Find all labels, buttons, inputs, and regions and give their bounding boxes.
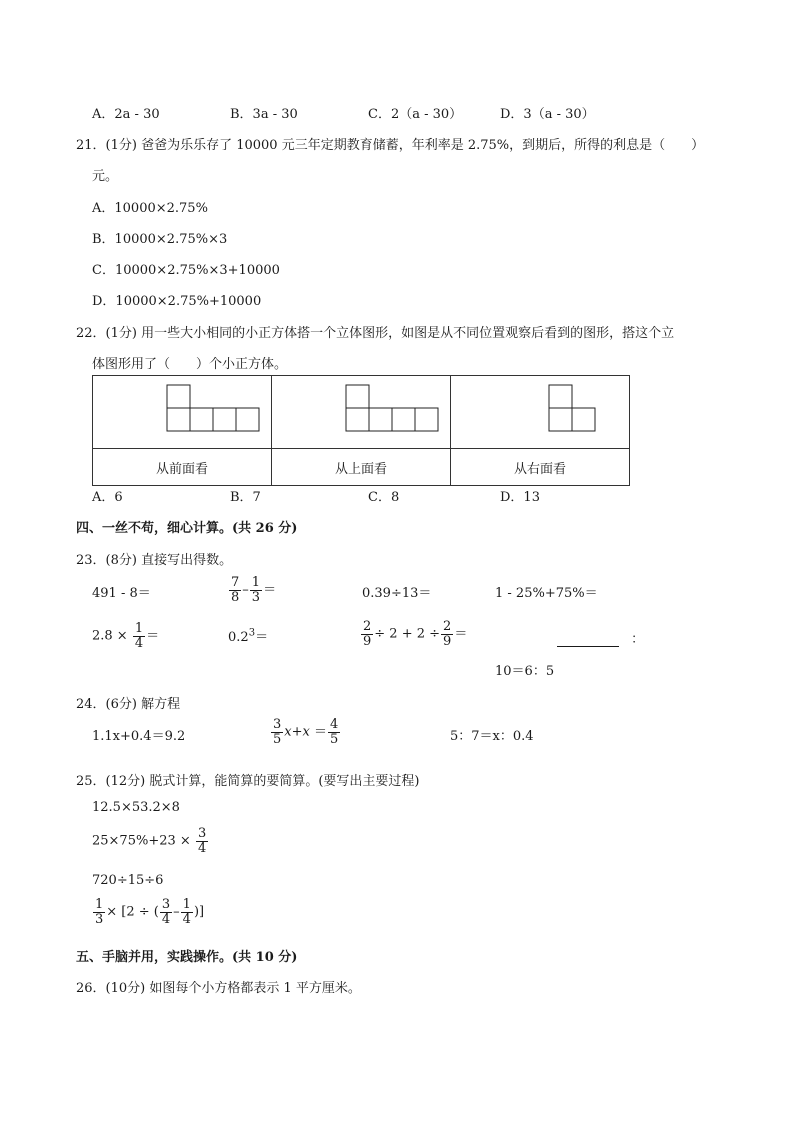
q21-option-c: C．10000×2.75%×3+10000 bbox=[92, 263, 280, 278]
q22-option-c: C．8 bbox=[368, 490, 400, 505]
q23-expr-5-text: 2.8 × bbox=[92, 628, 128, 644]
q23-expr-8 bbox=[557, 628, 644, 647]
q23-expr-5: 2.8 × $\frac{1}{4}$ ＝ bbox=[92, 621, 160, 651]
front-view-figure bbox=[94, 377, 270, 443]
q21-stem: 21．(1分) 爸爸为乐乐存了 10000 元三年定期教育储蓄，年利率是 2.75%，到期后，所得的利息是（ ） bbox=[76, 138, 705, 153]
q23-expr-2: $\frac{7}{8}$ – $\frac{1}{3}$ ＝ bbox=[231, 575, 277, 605]
q21-option-a: A．10000×2.75% bbox=[92, 201, 208, 216]
q26-stem: 26．(10分) 如图每个小方格都表示 1 平方厘米。 bbox=[76, 981, 361, 996]
q23-expr-6 bbox=[228, 626, 268, 645]
q23-expr-7: $\frac{2}{9}$ ÷ 2 + 2 ÷ $\frac{2}{9}$ ＝ bbox=[363, 619, 468, 649]
q23-expr-6-base: 0.2 bbox=[228, 630, 249, 645]
right-view-cell bbox=[451, 376, 630, 449]
q21-stem-cont: 元。 bbox=[92, 169, 119, 184]
right-view-figure bbox=[452, 377, 628, 443]
q25-expr-1: 12.5×53.2×8 bbox=[92, 800, 180, 815]
q24-eq-3: 5：7＝x：0.4 bbox=[450, 729, 534, 744]
q23-expr-4: 1 - 25%+75%＝ bbox=[495, 586, 598, 601]
q23-expr-3: 0.39÷13＝ bbox=[362, 586, 432, 601]
top-view-cell bbox=[272, 376, 451, 449]
front-view-caption: 从前面看 bbox=[93, 449, 272, 486]
views-table bbox=[92, 375, 630, 486]
q23-expr-1: 491 - 8＝ bbox=[92, 586, 151, 601]
q22-option-a: A．6 bbox=[92, 490, 123, 505]
q25-expr-4: $\frac{1}{3}$ × [2 ÷ ( $\frac{3}{4}$ – $\frac{1}{4}$ )] bbox=[95, 897, 205, 927]
q20-option-c: C．2（a - 30） bbox=[368, 107, 463, 122]
top-view-caption: 从上面看 bbox=[272, 449, 451, 486]
q23-expr-6-exp: 3 bbox=[248, 627, 256, 639]
q24-stem: 24．(6分) 解方程 bbox=[76, 697, 181, 712]
q25-expr-2: 25×75%+23 × $\frac{3}{4}$ bbox=[92, 826, 207, 856]
q24-eq-2: $\frac{3}{5}$ x+x ＝ $\frac{4}{5}$ bbox=[273, 717, 339, 747]
answer-blank bbox=[557, 646, 619, 647]
right-view-caption: 从右面看 bbox=[451, 449, 630, 486]
q20-option-d: D．3（a - 30） bbox=[500, 107, 595, 122]
front-view-cell bbox=[93, 376, 272, 449]
q22-option-b: B．7 bbox=[230, 490, 261, 505]
q21-option-d: D．10000×2.75%+10000 bbox=[92, 294, 262, 309]
q20-option-b: B．3a - 30 bbox=[230, 107, 298, 122]
q22-stem: 22．(1分) 用一些大小相同的小正方体搭一个立体图形，如图是从不同位置观察后看到的图形，搭这个立 bbox=[76, 326, 675, 341]
q23-expr-8-colon: ： bbox=[631, 632, 645, 647]
q25-expr-2-text: 25×75%+23 × bbox=[92, 833, 191, 849]
section-4-heading: 四、一丝不苟，细心计算。(共 26 分) bbox=[76, 521, 298, 536]
q25-stem: 25．(12分) 脱式计算，能简算的要简算。(要写出主要过程) bbox=[76, 774, 420, 789]
q22-option-d: D．13 bbox=[500, 490, 540, 505]
q22-stem-cont: 体图形用了（ ）个小正方体。 bbox=[92, 357, 288, 372]
q25-expr-3: 720÷15÷6 bbox=[92, 873, 164, 888]
q21-option-b: B．10000×2.75%×3 bbox=[92, 232, 228, 247]
q23-expr-8-tail: 10＝6：5 bbox=[495, 664, 555, 679]
q20-option-a: A．2a - 30 bbox=[92, 107, 160, 122]
q24-eq-1: 1.1x+0.4＝9.2 bbox=[92, 729, 186, 744]
q23-expr-6-eq: ＝ bbox=[255, 630, 269, 645]
top-view-figure bbox=[273, 377, 449, 443]
section-5-heading: 五、手脑并用，实践操作。(共 10 分) bbox=[76, 950, 298, 965]
q23-stem: 23．(8分) 直接写出得数。 bbox=[76, 553, 233, 568]
